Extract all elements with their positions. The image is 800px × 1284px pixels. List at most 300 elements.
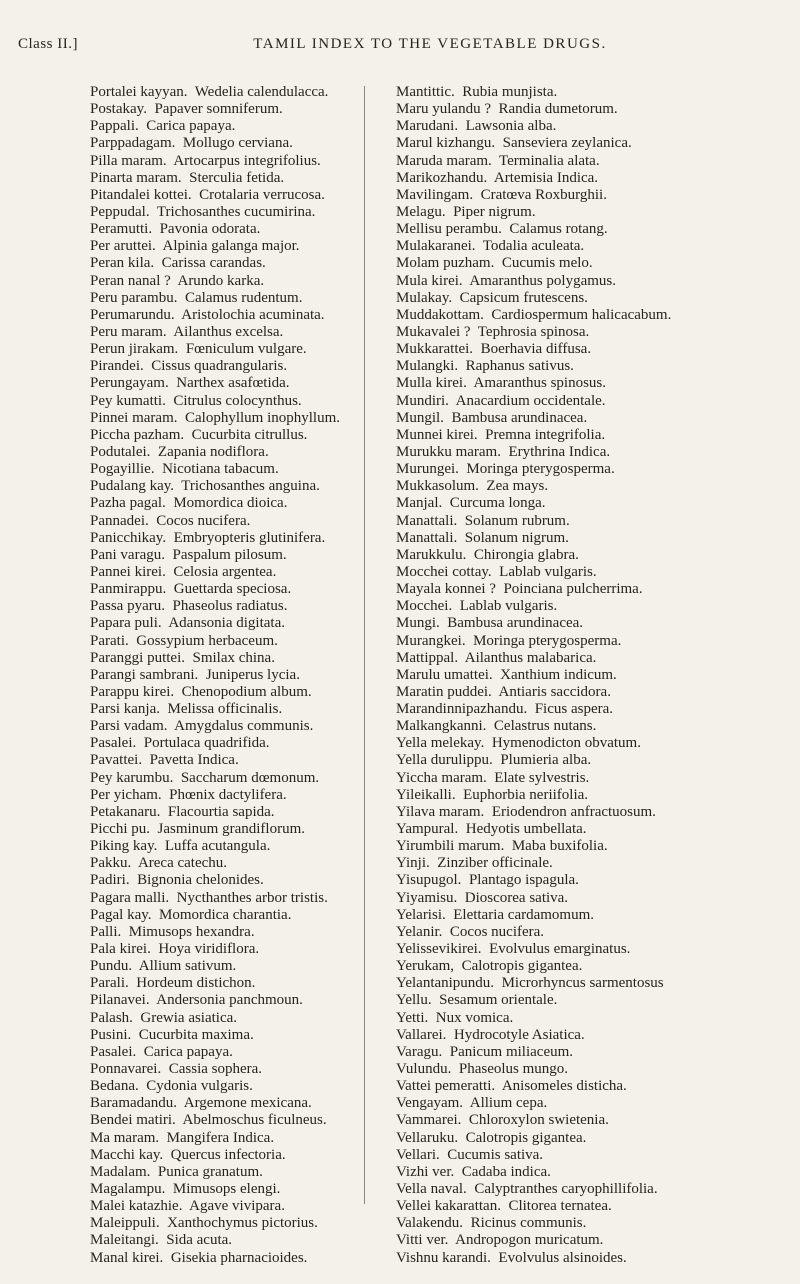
tamil-name: Mayala konnei ?: [396, 581, 496, 598]
tamil-name: Pannei kirei.: [90, 563, 166, 580]
index-entry: [90, 513, 358, 530]
latin-name: Allium sativum.: [138, 958, 237, 975]
index-entry: [90, 478, 358, 495]
latin-name: Embryopteris glutinifera.: [173, 529, 326, 546]
latin-name: Anisomeles disticha.: [501, 1078, 627, 1095]
tamil-name: Vitti ver.: [396, 1232, 449, 1249]
latin-name: Eriodendron anfractuosum.: [491, 803, 656, 820]
index-entry: [396, 684, 796, 701]
latin-name: Euphorbia neriifolia.: [463, 786, 589, 803]
latin-name: Elettaria cardamomum.: [453, 906, 595, 923]
index-entry: [90, 1130, 358, 1147]
tamil-name: Parali.: [90, 975, 129, 992]
tamil-name: Portalei kayyan.: [90, 84, 188, 100]
latin-name: Rubia munjista.: [462, 84, 558, 100]
tamil-name: Mungi.: [396, 615, 440, 632]
index-entry: [90, 787, 358, 804]
index-entry: [396, 358, 796, 375]
index-entry: [90, 530, 358, 547]
tamil-name: Mukkarattei.: [396, 341, 474, 358]
tamil-name: Vellei kakarattan.: [396, 1198, 501, 1215]
tamil-name: Ponnavarei.: [90, 1061, 162, 1078]
tamil-name: Vengayam.: [396, 1095, 464, 1112]
tamil-name: Yiyamisu.: [396, 889, 458, 906]
index-entry: [396, 530, 796, 547]
latin-name: Zapania nodiflora.: [157, 443, 269, 460]
latin-name: Bignonia chelonides.: [137, 872, 264, 889]
latin-name: Solanum nigrum.: [464, 529, 569, 546]
latin-name: Mangifera Indica.: [166, 1129, 275, 1146]
latin-name: Abelmoschus ficulneus.: [182, 1112, 327, 1129]
tamil-name: Baramadandu.: [90, 1095, 178, 1112]
index-entry: [396, 804, 796, 821]
index-entry: [396, 1095, 796, 1112]
tamil-name: Bedana.: [90, 1078, 139, 1095]
latin-name: Ficus aspera.: [534, 701, 614, 718]
tamil-name: Valakendu.: [396, 1215, 464, 1232]
index-entry: [90, 273, 358, 290]
index-entry: [396, 598, 796, 615]
latin-name: Fœniculum vulgare.: [185, 341, 307, 358]
index-entry: [396, 564, 796, 581]
index-entry: [90, 1232, 358, 1249]
latin-name: Gisekia pharnacioides.: [170, 1249, 308, 1266]
latin-name: Juniperus lycia.: [205, 666, 300, 683]
tamil-name: Vishnu karandi.: [396, 1249, 491, 1266]
index-entry: [396, 907, 796, 924]
index-entry: [396, 1198, 796, 1215]
index-entry: [90, 1181, 358, 1198]
index-entry: [396, 1232, 796, 1249]
latin-name: Andropogon muricatum.: [455, 1232, 604, 1249]
index-entry: [396, 547, 796, 564]
index-entry: [90, 701, 358, 718]
index-entry: [396, 787, 796, 804]
index-entry: [90, 84, 358, 101]
tamil-name: Perumarundu.: [90, 306, 175, 323]
index-entry: [90, 975, 358, 992]
tamil-name: Peru maram.: [90, 323, 167, 340]
latin-name: Phaseolus mungo.: [458, 1061, 569, 1078]
latin-name: Lablab vulgaris.: [459, 598, 558, 615]
tamil-name: Picchi pu.: [90, 821, 150, 838]
tamil-name: Pusini.: [90, 1026, 132, 1043]
tamil-name: Padiri.: [90, 872, 130, 889]
index-entry: [90, 890, 358, 907]
latin-name: Cydonia vulgaris.: [146, 1078, 253, 1095]
tamil-name: Munnei kirei.: [396, 426, 478, 443]
latin-name: Piper nigrum.: [453, 203, 536, 220]
index-entry: [90, 992, 358, 1009]
latin-name: Melissa officinalis.: [167, 701, 283, 718]
latin-name: Saccharum dœmonum.: [180, 769, 320, 786]
tamil-name: Vallarei.: [396, 1026, 447, 1043]
latin-name: Moringa pterygosperma.: [466, 461, 615, 478]
tamil-name: Maru yulandu ?: [396, 101, 491, 118]
index-entry: [396, 153, 796, 170]
page-title: TAMIL INDEX TO THE VEGETABLE DRUGS.: [253, 36, 607, 52]
tamil-name: Parangi sambrani.: [90, 666, 199, 683]
latin-name: Plantago ispagula.: [468, 872, 579, 889]
index-entry: [90, 444, 358, 461]
index-entry: [396, 513, 796, 530]
index-entry: [90, 1044, 358, 1061]
index-entry: [396, 324, 796, 341]
index-entry: [90, 770, 358, 787]
index-entry: [396, 478, 796, 495]
latin-name: Cadaba indica.: [461, 1163, 551, 1180]
tamil-name: Podutalei.: [90, 443, 151, 460]
index-entry: [90, 667, 358, 684]
index-entry: [90, 101, 358, 118]
latin-name: Flacourtia sapida.: [167, 803, 275, 820]
tamil-name: Pannadei.: [90, 512, 149, 529]
tamil-name: Pagara malli.: [90, 889, 170, 906]
tamil-name: Mocchei cottay.: [396, 563, 492, 580]
index-entry: [90, 324, 358, 341]
tamil-name: Vizhi ver.: [396, 1163, 455, 1180]
tamil-name: Pey kumatti.: [90, 392, 166, 409]
tamil-name: Parppadagam.: [90, 135, 176, 152]
latin-name: Sida acuta.: [166, 1232, 233, 1249]
latin-name: Gossypium herbaceum.: [136, 632, 278, 649]
index-entry: [90, 855, 358, 872]
index-entry: [396, 975, 796, 992]
tamil-name: Muddakottam.: [396, 306, 484, 323]
index-entry: [396, 187, 796, 204]
latin-name: Carissa carandas.: [161, 255, 266, 272]
latin-name: Clitorea ternatea.: [508, 1198, 612, 1215]
latin-name: Grewia asiatica.: [140, 1009, 238, 1026]
latin-name: Cucumis sativa.: [447, 1146, 544, 1163]
tamil-name: Malei katazhie.: [90, 1198, 183, 1215]
index-entry: [396, 735, 796, 752]
latin-name: Mollugo cerviana.: [182, 135, 293, 152]
index-entry: [396, 752, 796, 769]
tamil-name: Manattali.: [396, 512, 458, 529]
latin-name: Portulaca quadrifida.: [143, 735, 270, 752]
latin-name: Cissus quadrangularis.: [151, 358, 288, 375]
latin-name: Bambusa arundinacea.: [451, 409, 588, 426]
index-entry: [396, 290, 796, 307]
tamil-name: Papara puli.: [90, 615, 162, 632]
latin-name: Sesamum orientale.: [439, 992, 558, 1009]
latin-name: Calotropis gigantea.: [465, 1129, 587, 1146]
latin-name: Cucurbita maxima.: [138, 1026, 254, 1043]
tamil-name: Pirandei.: [90, 358, 144, 375]
index-entry: [396, 718, 796, 735]
latin-name: Papaver somniferum.: [154, 101, 283, 118]
index-entry: [90, 135, 358, 152]
tamil-name: Yerukam,: [396, 958, 455, 975]
tamil-name: Pitandalei kottei.: [90, 186, 192, 203]
latin-name: Zinziber officinale.: [437, 855, 553, 872]
index-entry: [396, 615, 796, 632]
tamil-name: Yirumbili marum.: [396, 838, 505, 855]
index-entry: [396, 1147, 796, 1164]
latin-name: Chirongia glabra.: [473, 546, 579, 563]
index-entry: [396, 958, 796, 975]
tamil-name: Pagal kay.: [90, 906, 152, 923]
index-entry: [90, 907, 358, 924]
tamil-name: Yella durulippu.: [396, 752, 493, 769]
latin-name: Randia dumetorum.: [498, 101, 618, 118]
index-entry: [90, 1112, 358, 1129]
index-entry: [396, 1010, 796, 1027]
latin-name: Xanthium indicum.: [500, 666, 617, 683]
latin-name: Andersonia panchmoun.: [156, 992, 303, 1009]
latin-name: Hoya viridiflora.: [158, 941, 260, 958]
tamil-name: Malkangkanni.: [396, 718, 487, 735]
index-entry: [90, 153, 358, 170]
index-entry: [90, 941, 358, 958]
tamil-name: Maratin puddei.: [396, 683, 492, 700]
tamil-name: Mulakay.: [396, 289, 453, 306]
index-entry: [90, 238, 358, 255]
tamil-name: Yileikalli.: [396, 786, 456, 803]
tamil-name: Mungil.: [396, 409, 444, 426]
tamil-name: Yisupugol.: [396, 872, 462, 889]
latin-name: Nicotiana tabacum.: [162, 461, 279, 478]
latin-name: Trichosanthes cucumirina.: [156, 203, 316, 220]
latin-name: Moringa pterygosperma.: [473, 632, 622, 649]
index-entry: [90, 1215, 358, 1232]
index-entry: [396, 992, 796, 1009]
index-entry: [90, 1078, 358, 1095]
latin-name: Hedyotis umbellata.: [465, 821, 587, 838]
tamil-name: Vella naval.: [396, 1181, 467, 1197]
latin-name: Erythrina Indica.: [508, 443, 611, 460]
tamil-name: Molam puzham.: [396, 255, 495, 272]
latin-name: Hymenodicton obvatum.: [491, 735, 641, 752]
tamil-name: Marandinnipazhandu.: [396, 701, 528, 718]
tamil-name: Yellu.: [396, 992, 432, 1009]
index-entry: [396, 273, 796, 290]
index-entry: [396, 821, 796, 838]
tamil-name: Vellari.: [396, 1146, 440, 1163]
tamil-name: Vattei pemeratti.: [396, 1078, 496, 1095]
tamil-name: Yetti.: [396, 1009, 429, 1026]
page-header: [0, 36, 800, 60]
tamil-name: Vellaruku.: [396, 1129, 459, 1146]
tamil-name: Yelarisi.: [396, 906, 446, 923]
tamil-name: Marul kizhangu.: [396, 135, 496, 152]
latin-name: Argemone mexicana.: [183, 1095, 312, 1112]
index-entry: [396, 1044, 796, 1061]
index-entry: [90, 838, 358, 855]
index-entry: [396, 495, 796, 512]
index-entry: [90, 410, 358, 427]
latin-name: Phœnix dactylifera.: [169, 786, 287, 803]
index-entry: [396, 667, 796, 684]
latin-name: Carica papaya.: [146, 118, 236, 135]
tamil-name: Mulangki.: [396, 358, 459, 375]
tamil-name: Paranggi puttei.: [90, 649, 185, 666]
latin-name: Allium cepa.: [469, 1095, 548, 1112]
tamil-name: Yiccha maram.: [396, 769, 487, 786]
index-entry: [396, 581, 796, 598]
latin-name: Lablab vulgaris.: [499, 563, 597, 580]
tamil-name: Palli.: [90, 923, 122, 940]
tamil-name: Yampural.: [396, 821, 459, 838]
latin-name: Cucumis melo.: [501, 255, 593, 272]
index-entry: [90, 633, 358, 650]
latin-name: Amaranthus polygamus.: [469, 272, 616, 289]
tamil-name: Macchi kay.: [90, 1146, 164, 1163]
index-entry: [90, 564, 358, 581]
index-entry: [396, 101, 796, 118]
tamil-name: Perun jirakam.: [90, 341, 179, 358]
latin-name: Momordica charantia.: [159, 906, 292, 923]
index-entry: [90, 393, 358, 410]
latin-name: Chenopodium album.: [181, 683, 312, 700]
tamil-name: Piking kay.: [90, 838, 158, 855]
index-entry: [396, 1181, 796, 1198]
tamil-name: Marudani.: [396, 118, 459, 135]
latin-name: Quercus infectoria.: [170, 1146, 286, 1163]
latin-name: Artemisia Indica.: [493, 169, 599, 186]
tamil-name: Varagu.: [396, 1043, 443, 1060]
latin-name: Citrulus colocynthus.: [173, 392, 302, 409]
latin-name: Tephrosia spinosa.: [477, 323, 590, 340]
tamil-name: Pilanavei.: [90, 992, 150, 1009]
tamil-name: Pundu.: [90, 958, 133, 975]
latin-name: Hordeum distichon.: [136, 975, 256, 992]
latin-name: Panicum miliaceum.: [449, 1043, 574, 1060]
class-label: Class II.]: [18, 36, 78, 52]
index-entry: [90, 1010, 358, 1027]
latin-name: Cocos nucifera.: [449, 923, 545, 940]
latin-name: Terminalia alata.: [499, 152, 600, 169]
tamil-name: Pey karumbu.: [90, 769, 174, 786]
tamil-name: Peru parambu.: [90, 289, 178, 306]
tamil-name: Yelantanipundu.: [396, 975, 495, 992]
latin-name: Capsicum frutescens.: [459, 289, 588, 306]
tamil-name: Pappali.: [90, 118, 139, 135]
latin-name: Cassia sophera.: [168, 1061, 263, 1078]
latin-name: Calotropis gigantea.: [461, 958, 583, 975]
tamil-name: Yella melekay.: [396, 735, 485, 752]
latin-name: Alpinia galanga major.: [162, 238, 300, 255]
latin-name: Sanseviera zeylanica.: [502, 135, 632, 152]
latin-name: Narthex asafœtida.: [176, 375, 290, 392]
tamil-name: Per aruttei.: [90, 238, 156, 255]
index-entry: [90, 1027, 358, 1044]
latin-name: Pavetta Indica.: [149, 752, 239, 769]
latin-name: Mimusops hexandra.: [128, 923, 255, 940]
index-entry: [396, 701, 796, 718]
latin-name: Calyptranthes caryophillifolia.: [474, 1181, 658, 1197]
latin-name: Lawsonia alba.: [465, 118, 557, 135]
latin-name: Momordica dioica.: [173, 495, 288, 512]
tamil-name: Madalam.: [90, 1163, 151, 1180]
tamil-name: Marulu umattei.: [396, 666, 493, 683]
index-entry: [396, 393, 796, 410]
tamil-name: Peramutti.: [90, 221, 153, 238]
tamil-name: Manal kirei.: [90, 1249, 164, 1266]
tamil-name: Parsi kanja.: [90, 701, 160, 718]
index-entry: [396, 924, 796, 941]
index-entry: [90, 821, 358, 838]
tamil-name: Mundiri.: [396, 392, 449, 409]
tamil-name: Mula kirei.: [396, 272, 463, 289]
index-entry: [396, 255, 796, 272]
tamil-name: Yelissevikirei.: [396, 941, 482, 958]
latin-name: Nycthanthes arbor tristis.: [176, 889, 328, 906]
latin-name: Calamus rudentum.: [184, 289, 303, 306]
tamil-name: Marikozhandu.: [396, 169, 488, 186]
index-entry: [396, 375, 796, 392]
right-column: [396, 84, 796, 1267]
index-entry: [90, 1095, 358, 1112]
latin-name: Crotalaria verrucosa.: [199, 186, 325, 203]
tamil-name: Bendei matiri.: [90, 1112, 176, 1129]
latin-name: Cucurbita citrullus.: [191, 426, 308, 443]
tamil-name: Pinarta maram.: [90, 169, 182, 186]
index-entry: [90, 170, 358, 187]
latin-name: Aristolochia acuminata.: [181, 306, 325, 323]
latin-name: Maba buxifolia.: [511, 838, 608, 855]
latin-name: Plumieria alba.: [500, 752, 592, 769]
latin-name: Microrhyncus sarmentosus: [501, 975, 664, 992]
latin-name: Adansonia digitata.: [168, 615, 285, 632]
tamil-name: Palash.: [90, 1009, 133, 1026]
index-entry: [396, 204, 796, 221]
latin-name: Punica granatum.: [157, 1163, 263, 1180]
index-entry: [396, 1164, 796, 1181]
tamil-name: Ma maram.: [90, 1129, 160, 1146]
latin-name: Paspalum pilosum.: [172, 546, 287, 563]
index-entry: [396, 1215, 796, 1232]
index-entry: [396, 838, 796, 855]
latin-name: Luffa acutangula.: [164, 838, 271, 855]
index-entry: [396, 872, 796, 889]
index-entry: [396, 341, 796, 358]
tamil-name: Passa pyaru.: [90, 598, 165, 615]
index-entry: [90, 547, 358, 564]
tamil-name: Pakku.: [90, 855, 132, 872]
latin-name: Guettarda speciosa.: [173, 581, 292, 598]
tamil-name: Parsi vadam.: [90, 718, 168, 735]
latin-name: Cardiospermum halicacabum.: [491, 306, 672, 323]
index-entry: [90, 684, 358, 701]
index-entry: [396, 410, 796, 427]
index-entry: [396, 444, 796, 461]
index-entry: [396, 135, 796, 152]
latin-name: Carica papaya.: [143, 1043, 233, 1060]
index-entry: [90, 358, 358, 375]
latin-name: Mimusops elengi.: [172, 1181, 281, 1197]
index-entry: [396, 1112, 796, 1129]
index-entry: [396, 1250, 796, 1267]
tamil-name: Mukavalei ?: [396, 323, 471, 340]
latin-name: Pavonia odorata.: [159, 221, 261, 238]
tamil-name: Parappu kirei.: [90, 683, 175, 700]
tamil-name: Parati.: [90, 632, 129, 649]
tamil-name: Maleippuli.: [90, 1215, 160, 1232]
latin-name: Zea mays.: [486, 478, 549, 495]
index-entry: [90, 615, 358, 632]
index-entry: [396, 1078, 796, 1095]
index-entry: [90, 495, 358, 512]
index-entry: [396, 221, 796, 238]
latin-name: Bambusa arundinacea.: [447, 615, 584, 632]
index-entry: [90, 307, 358, 324]
index-entry: [90, 598, 358, 615]
index-entry: [396, 84, 796, 101]
index-entry: [396, 890, 796, 907]
tamil-name: Panicchikay.: [90, 529, 167, 546]
